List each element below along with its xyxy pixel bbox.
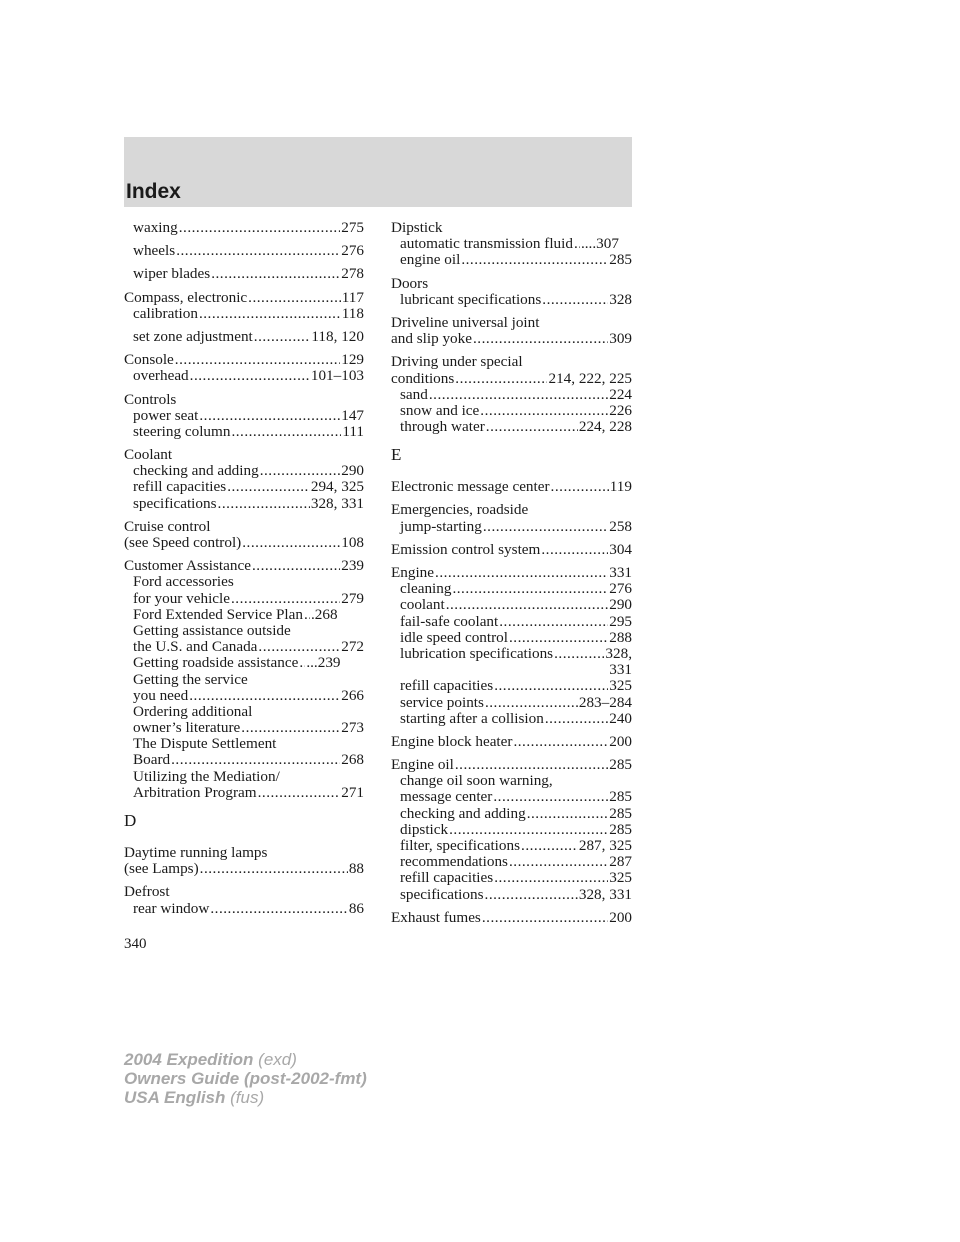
page-reference: 294, 325 [310, 478, 364, 496]
dot-leader [455, 757, 608, 773]
entry-term: recommendations [400, 853, 508, 871]
index-entry [124, 352, 364, 384]
index-subentry [124, 672, 364, 688]
index-subentry [124, 368, 364, 384]
page-reference: 214, 222, 225 [548, 369, 632, 387]
page-reference: 273 [341, 719, 364, 737]
index-subentry [391, 854, 632, 870]
page-reference: 331 [609, 661, 632, 679]
entry-term: Compass, electronic [124, 288, 248, 306]
page-reference: 275 [341, 219, 364, 236]
entry-term: checking and adding [400, 804, 526, 822]
index-line [391, 910, 632, 926]
entry-term: Engine block heater [391, 732, 513, 750]
dot-leader [299, 655, 305, 671]
entry-term: engine oil [400, 251, 461, 269]
footer-guide: Owners Guide (post-2002-fmt) [124, 1069, 367, 1088]
entry-term: Getting assistance outside [133, 621, 291, 639]
page-reference: 290 [341, 462, 364, 480]
entry-term: dipstick [400, 820, 449, 838]
index-subentry [391, 387, 632, 403]
index-subentry [124, 736, 364, 752]
index-column-right [391, 220, 632, 933]
index-subentry [124, 901, 364, 917]
entry-term: rear window [133, 899, 210, 917]
entry-term: and slip yoke [391, 330, 472, 348]
entry-term: refill capacities [133, 478, 227, 496]
entry-term: Engine [391, 564, 435, 581]
entry-term: refill capacities [400, 869, 494, 887]
index-subentry [391, 789, 632, 805]
entry-term: Ordering additional [133, 702, 253, 720]
page-reference: 240 [609, 709, 632, 727]
footer-language: USA English [124, 1088, 226, 1107]
entry-term: Engine oil [391, 756, 454, 774]
index-line [124, 392, 364, 408]
index-entry [391, 315, 632, 347]
entry-term: Emission control system [391, 540, 541, 558]
index-subentry [391, 822, 632, 838]
dot-leader [493, 789, 608, 805]
index-subentry [391, 711, 632, 727]
page-reference: 295 [609, 612, 632, 630]
index-entry [124, 392, 364, 441]
index-entry [124, 329, 364, 345]
index-line [391, 542, 632, 558]
entry-term: automatic transmission fluid [400, 235, 573, 253]
entry-term: Electronic message center [391, 478, 550, 496]
index-line [391, 565, 632, 581]
index-line [391, 734, 632, 750]
dot-leader [171, 752, 340, 768]
dot-leader [449, 822, 608, 838]
index-subentry [391, 695, 632, 711]
index-entry [391, 502, 632, 534]
page-reference: 283–284 [578, 693, 632, 711]
index-entry [391, 354, 632, 435]
dot-leader [227, 479, 310, 495]
footer-line-2 [124, 1069, 367, 1088]
entry-term: overhead [133, 367, 189, 385]
entry-term: cleaning [400, 580, 452, 598]
dot-leader [189, 688, 340, 704]
dot-leader [446, 597, 609, 613]
entry-term: Controls [124, 390, 177, 408]
page-reference: 285 [609, 820, 632, 838]
dot-leader [494, 870, 608, 886]
entry-term: specifications [133, 494, 217, 512]
entry-term: filter, specifications [400, 837, 521, 854]
page-reference: 200 [609, 732, 632, 750]
entry-term: Emergencies, roadside [391, 501, 529, 519]
entry-term: Doors [391, 274, 429, 292]
entry-term: Ford Extended Service Plan [133, 605, 303, 623]
entry-term: waxing [133, 219, 178, 236]
entry-term: Defrost [124, 883, 170, 901]
page-reference: 111 [342, 422, 364, 440]
page-reference: 285 [609, 756, 632, 774]
section-letter: E [391, 445, 402, 465]
dot-leader [241, 720, 340, 736]
index-line [124, 447, 364, 463]
entry-term: set zone adjustment [133, 327, 253, 345]
dot-leader [258, 639, 340, 655]
index-line [124, 352, 364, 368]
entry-term: Customer Assistance [124, 557, 251, 575]
index-subentry [124, 306, 364, 322]
page-reference: 285 [609, 251, 632, 269]
dot-leader [485, 887, 578, 903]
dot-leader [480, 403, 608, 419]
dot-leader [542, 292, 608, 308]
entry-term: change oil soon warning, [400, 772, 553, 790]
index-subentry [391, 646, 632, 662]
entry-term: starting after a collision [400, 709, 544, 727]
page-reference: 86 [348, 899, 364, 917]
index-subentry [124, 607, 364, 623]
page-reference: 101–103 [310, 367, 364, 385]
index-entry [391, 565, 632, 727]
entry-term: wiper blades [133, 265, 211, 283]
entry-term: Getting the service [133, 670, 248, 688]
page-reference: 328, [605, 644, 632, 662]
dot-leader [494, 678, 608, 694]
index-entry [124, 447, 364, 512]
entry-term: lubricant specifications [400, 290, 542, 308]
dot-leader [429, 387, 608, 403]
dot-leader [199, 408, 340, 424]
index-subentry [124, 704, 364, 720]
page-reference: 118, 120 [311, 327, 364, 345]
dot-leader [486, 419, 578, 435]
dot-leader [455, 371, 547, 387]
entry-term: Daytime running lamps [124, 844, 268, 861]
page-reference: 88 [348, 860, 364, 878]
index-subentry [124, 752, 364, 768]
index-subentry [391, 292, 632, 308]
index-subentry [391, 403, 632, 419]
entry-term: for your vehicle [133, 589, 230, 607]
index-line [124, 290, 364, 306]
entry-term: lubrication specifications [400, 644, 554, 662]
dot-leader [461, 252, 608, 268]
entry-term: Board [133, 751, 171, 769]
page-reference: .268 [310, 605, 338, 623]
dot-leader [248, 290, 341, 306]
page-reference: 258 [609, 517, 632, 535]
dot-leader [473, 331, 608, 347]
dot-leader [210, 901, 347, 917]
dot-leader [260, 463, 341, 479]
page-number: 340 [124, 936, 147, 952]
index-line [391, 276, 632, 292]
index-subentry [124, 639, 364, 655]
page-reference: 278 [341, 265, 364, 283]
index-line [124, 558, 364, 574]
entry-term: you need [133, 686, 189, 704]
entry-term: refill capacities [400, 677, 494, 695]
index-line [124, 535, 364, 551]
index-subentry [124, 769, 364, 785]
entry-term: sand [400, 385, 428, 403]
index-entry [124, 845, 364, 877]
index-subentry [391, 887, 632, 903]
index-subentry [124, 266, 364, 282]
header-band [124, 137, 632, 207]
index-subentry [124, 688, 364, 704]
page-reference: 200 [609, 908, 632, 926]
index-line [391, 662, 632, 678]
section-letter: D [124, 811, 137, 830]
footer-language-code: (fus) [230, 1088, 265, 1107]
entry-term: (see Lamps) [124, 860, 199, 878]
page-reference: 129 [341, 351, 364, 369]
index-subentry [124, 720, 364, 736]
entry-term: The Dispute Settlement [133, 735, 277, 753]
dot-leader [482, 910, 608, 926]
entry-term: message center [400, 788, 493, 806]
index-entry [391, 757, 632, 903]
dot-leader [252, 558, 340, 574]
page-reference: 309 [609, 330, 632, 348]
index-entry [391, 479, 632, 495]
index-entry [124, 884, 364, 916]
index-subentry [124, 220, 364, 236]
index-subentry [391, 519, 632, 535]
index-subentry [391, 630, 632, 646]
index-line [391, 354, 632, 370]
index-subentry [124, 623, 364, 639]
page-reference: 268 [341, 751, 364, 769]
entry-term: Arbitration Program [133, 783, 257, 801]
dot-leader [485, 695, 578, 711]
index-subentry [391, 838, 632, 854]
index-entry [124, 290, 364, 322]
index-subentry [124, 574, 364, 590]
entry-term: fail-safe coolant [400, 612, 499, 630]
page-reference: 287, 325 [578, 837, 632, 854]
page-reference: 117 [341, 288, 364, 306]
entry-term: (see Speed control) [124, 534, 242, 551]
page-reference: 328 [609, 290, 632, 308]
page-reference: 328, 331 [578, 885, 632, 903]
page-reference: ...239 [306, 654, 341, 672]
entry-term: checking and adding [133, 462, 259, 480]
entry-term: Driving under special [391, 353, 523, 371]
index-subentry [124, 424, 364, 440]
dot-leader [199, 306, 341, 322]
dot-leader [513, 734, 608, 750]
dot-leader [435, 565, 608, 581]
dot-leader [304, 607, 310, 623]
index-entry [124, 266, 364, 282]
page-reference: 226 [609, 401, 632, 419]
page-reference: ....307 [580, 235, 619, 253]
page-title: Index [126, 180, 181, 203]
dot-leader [175, 352, 340, 368]
entry-term: calibration [133, 304, 198, 322]
dot-leader [190, 368, 310, 384]
entry-term: jump-starting [400, 517, 482, 535]
index-subentry [391, 419, 632, 435]
index-entry [124, 243, 364, 259]
page-reference: 108 [341, 534, 364, 551]
page-reference: 331 [609, 564, 632, 581]
page-reference: 285 [609, 804, 632, 822]
index-subentry [391, 252, 632, 268]
index-subentry [124, 479, 364, 495]
index-line [391, 371, 632, 387]
index-subentry [124, 496, 364, 512]
index-entry [124, 558, 364, 801]
index-line [391, 757, 632, 773]
dot-leader [231, 424, 341, 440]
index-subentry [391, 581, 632, 597]
index-line [124, 845, 364, 861]
page-reference: 276 [341, 242, 364, 260]
dot-leader [521, 838, 578, 854]
entry-term: steering column [133, 422, 231, 440]
index-line [124, 861, 364, 877]
dot-leader [499, 614, 608, 630]
index-line [124, 519, 364, 535]
entry-term: the U.S. and Canada [133, 638, 258, 656]
dot-leader [200, 861, 348, 877]
dot-leader [211, 266, 340, 282]
dot-leader [483, 519, 608, 535]
index-subentry [124, 655, 364, 671]
entry-term: snow and ice [400, 401, 480, 419]
entry-term: Driveline universal joint [391, 313, 540, 331]
footer-line-1 [124, 1050, 367, 1069]
footer-model: 2004 Expedition [124, 1050, 254, 1069]
page-reference: 279 [341, 589, 364, 607]
document-footer [124, 1050, 367, 1107]
index-subentry [124, 463, 364, 479]
footer-model-code: (exd) [258, 1050, 297, 1069]
index-subentry [124, 329, 364, 345]
index-subentry [391, 614, 632, 630]
page-reference: 266 [341, 686, 364, 704]
index-subentry [391, 678, 632, 694]
entry-term: owner’s literature [133, 719, 241, 737]
page-reference: 271 [341, 783, 364, 801]
entry-term: idle speed control [400, 628, 508, 646]
index-entry [391, 220, 632, 269]
dot-leader [545, 711, 608, 727]
entry-term: Getting roadside assistance [133, 654, 299, 672]
index-subentry [124, 243, 364, 259]
entry-term: Utilizing the Mediation/ [133, 767, 280, 785]
entry-term: through water [400, 418, 485, 436]
page-reference: 285 [609, 788, 632, 806]
index-line [391, 315, 632, 331]
page-reference: 118 [341, 304, 364, 322]
index-subentry [124, 785, 364, 801]
index-line [391, 502, 632, 518]
entry-term: Exhaust fumes [391, 908, 481, 926]
index-column-left [124, 220, 364, 924]
dot-leader [541, 542, 608, 558]
index-entry [124, 220, 364, 236]
page-reference: 224 [609, 385, 632, 403]
dot-leader [527, 806, 609, 822]
index-subentry [124, 591, 364, 607]
dot-leader [242, 535, 340, 551]
page-reference: 325 [609, 677, 632, 695]
page-reference: 147 [341, 406, 364, 424]
dot-leader [452, 581, 608, 597]
entry-term: Coolant [124, 446, 173, 464]
dot-leader [254, 329, 311, 345]
index-line [391, 331, 632, 347]
entry-term: service points [400, 693, 484, 711]
entry-term: conditions [391, 369, 455, 387]
index-subentry [391, 870, 632, 886]
dot-leader [218, 496, 310, 512]
index-entry [124, 519, 364, 551]
index-entry [391, 910, 632, 926]
index-entry [391, 734, 632, 750]
index-subentry [391, 236, 632, 252]
dot-leader [551, 479, 609, 495]
dot-leader [179, 220, 341, 236]
page-reference: 325 [609, 869, 632, 887]
dot-leader [176, 243, 340, 259]
index-subentry [391, 597, 632, 613]
index-subentry [391, 773, 632, 789]
dot-leader [258, 785, 341, 801]
entry-term: Dipstick [391, 219, 443, 236]
entry-term: Console [124, 351, 174, 369]
index-line [391, 220, 632, 236]
dot-leader [574, 236, 580, 252]
page-reference: 239 [341, 557, 364, 575]
entry-term: Cruise control [124, 517, 211, 535]
dot-leader [509, 630, 608, 646]
entry-term: power seat [133, 406, 199, 424]
entry-term: specifications [400, 885, 484, 903]
page-reference: 272 [341, 638, 364, 656]
dot-leader [554, 646, 604, 662]
page-reference: 276 [609, 580, 632, 598]
dot-leader [509, 854, 608, 870]
index-subentry [124, 408, 364, 424]
index-entry [391, 542, 632, 558]
page-reference: 287 [609, 853, 632, 871]
dot-leader [231, 591, 340, 607]
page-reference: 328, 331 [310, 494, 364, 512]
index-subentry [391, 806, 632, 822]
page-reference: 119 [609, 478, 632, 496]
page-reference: 288 [609, 628, 632, 646]
footer-line-3 [124, 1088, 367, 1107]
page-reference: 304 [609, 540, 632, 558]
page-reference: 290 [609, 596, 632, 614]
index-entry [391, 276, 632, 308]
page-reference: 224, 228 [578, 418, 632, 436]
entry-term: wheels [133, 242, 176, 260]
index-line [124, 884, 364, 900]
entry-term: coolant [400, 596, 445, 614]
index-line [391, 479, 632, 495]
entry-term: Ford accessories [133, 573, 234, 591]
